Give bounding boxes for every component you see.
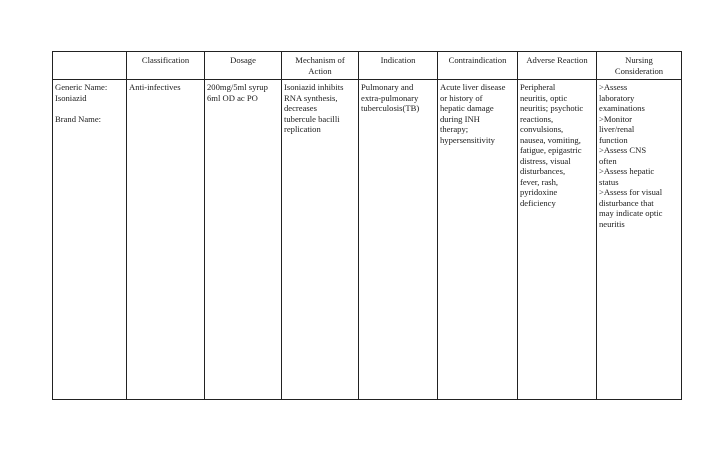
classification-cell — [127, 80, 205, 400]
cell-text-line: tuberculosis(TB) — [361, 103, 420, 113]
cell-text-line: disturbance that — [599, 197, 654, 208]
contraindication-cell — [438, 80, 518, 400]
cell-text-line: deficiency — [520, 197, 556, 208]
cell-text-line: replication — [284, 124, 321, 134]
cell-text-line: laboratory — [599, 92, 635, 103]
cell-text-line: function — [599, 134, 628, 145]
cell-text-line: tubercule bacilli — [284, 113, 340, 124]
cell-text-line: decreases — [284, 103, 317, 113]
cell-text-line: neuritis; psychotic — [520, 103, 584, 113]
cell-text-line: >Assess CNS — [599, 145, 647, 155]
cell-text-line: convulsions, — [520, 124, 564, 134]
header-indication: Indication — [359, 52, 438, 80]
cell-text-line: neuritis — [599, 218, 625, 229]
cell-text-line: may indicate optic — [599, 208, 663, 218]
cell-text-line: neuritis, optic — [520, 92, 568, 103]
drug-table — [52, 51, 682, 400]
header-classification: Classification — [127, 52, 205, 80]
cell-text-line: status — [599, 176, 619, 187]
cell-text-line: fatigue, epigastric — [520, 145, 582, 155]
cell-text-line: Anti-infectives — [129, 82, 181, 92]
cell-text-line: or history of — [440, 92, 483, 103]
cell-text-line: often — [599, 155, 617, 166]
cell-text-line: reactions, — [520, 113, 554, 124]
header-nursing — [597, 52, 682, 80]
header-drug — [53, 52, 127, 80]
cell-text-line: extra-pulmonary — [361, 92, 419, 103]
cell-text-line: >Assess — [599, 82, 628, 92]
cell-text-line: hypersensitivity — [440, 134, 495, 145]
mechanism-cell — [282, 80, 359, 400]
drug-name-cell — [53, 80, 127, 400]
header-nursing-line: Nursing — [625, 55, 653, 65]
header-mechanism-line: Action — [308, 65, 332, 76]
generic-name-value: Isoniazid — [55, 92, 87, 103]
cell-text-line: nausea, vomiting, — [520, 134, 581, 145]
cell-text-line: disturbances, — [520, 166, 566, 176]
cell-text-line: >Monitor — [599, 113, 633, 124]
cell-text-line: 200mg/5ml syrup — [207, 82, 268, 92]
header-row — [53, 52, 682, 80]
header-mechanism — [282, 52, 359, 80]
header-nursing-line: Consideration — [614, 65, 664, 76]
header-dosage: Dosage — [205, 52, 282, 80]
cell-text-line: >Assess hepatic — [599, 166, 655, 176]
cell-text-line: >Assess for visual — [599, 187, 663, 197]
table-row — [53, 80, 682, 400]
dosage-cell — [205, 80, 282, 400]
adverse-reaction-cell — [518, 80, 597, 400]
header-contraindication: Contraindication — [438, 52, 518, 80]
cell-text-line: pyridoxine — [520, 187, 558, 197]
header-adverse-reaction: Adverse Reaction — [518, 52, 597, 80]
nursing-consideration-cell — [597, 80, 682, 400]
cell-text-line: during INH — [440, 113, 480, 124]
cell-text-line: Peripheral — [520, 82, 556, 92]
generic-name-label: Generic Name: — [55, 82, 108, 92]
cell-text-line: Pulmonary and — [361, 82, 414, 92]
cell-text-line: Acute liver disease — [440, 82, 506, 92]
cell-text-line: liver/renal — [599, 124, 635, 134]
indication-cell — [359, 80, 438, 400]
cell-text-line: RNA synthesis, — [284, 92, 338, 103]
cell-text-line: fever, rash, — [520, 176, 559, 187]
cell-text-line: distress, visual — [520, 155, 571, 166]
header-mechanism-line: Mechanism of — [295, 55, 345, 65]
cell-text-line: therapy; — [440, 124, 469, 134]
cell-text-line: Isoniazid inhibits — [284, 82, 344, 92]
cell-text-line: hepatic damage — [440, 103, 494, 113]
brand-name-label: Brand Name: — [55, 113, 102, 124]
cell-text-line: examinations — [599, 103, 645, 113]
cell-text-line: 6ml OD ac PO — [207, 92, 258, 103]
